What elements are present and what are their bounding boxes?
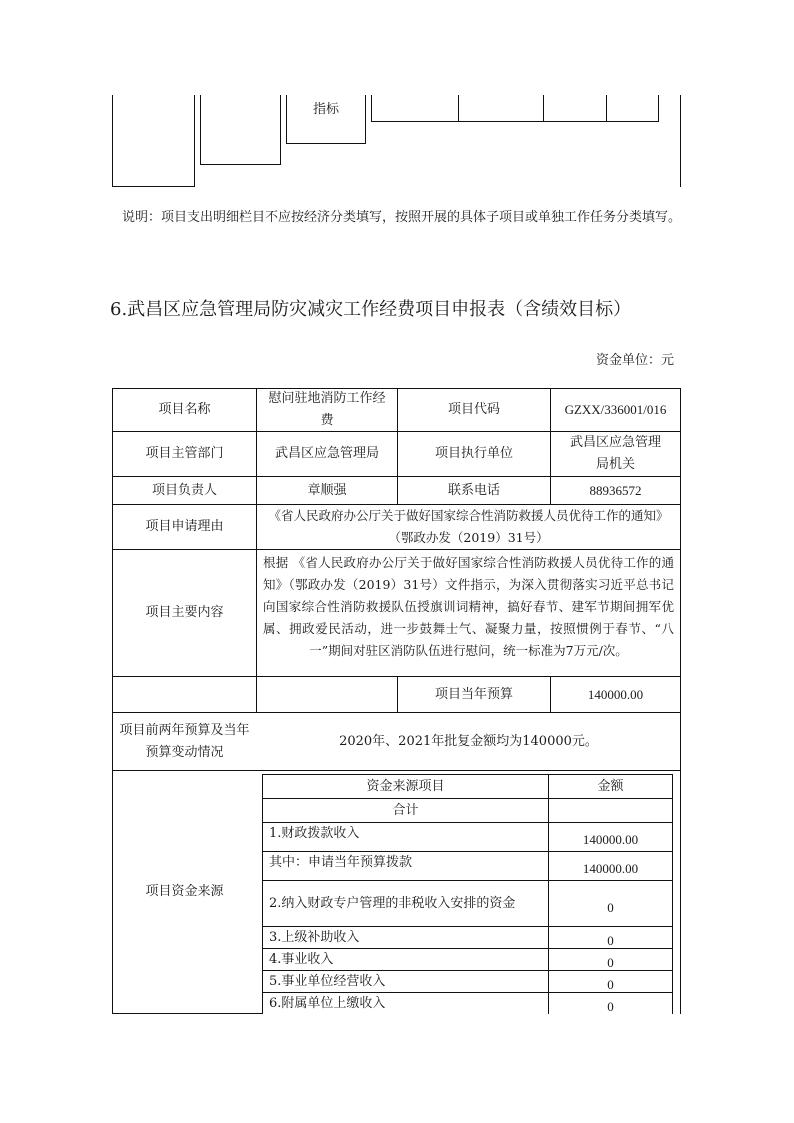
funding-label: 项目资金来源 <box>145 884 224 899</box>
funding-row-amount: 140000.00 <box>582 861 639 876</box>
dept-value: 武昌区应急管理局 <box>274 446 379 461</box>
funding-row-name: 6.附属单位上缴收入 <box>269 995 386 1011</box>
funding-row-total: 合计 <box>392 802 419 818</box>
phone-label: 联系电话 <box>447 482 500 498</box>
funding-row-name: 5.事业单位经营收入 <box>269 973 386 989</box>
funding-row-amount: 0 <box>607 976 614 992</box>
leader-label: 项目负责人 <box>151 482 217 498</box>
funding-row-amount: 0 <box>607 932 614 948</box>
budget-label: 项目当年预算 <box>434 686 513 702</box>
funding-row-name: 1.财政拨款收入 <box>269 826 360 841</box>
funding-row-amount: 140000.00 <box>582 832 639 847</box>
project-name-label: 项目名称 <box>158 402 211 417</box>
funding-row-name: 其中：申请当年预算拨款 <box>269 855 413 870</box>
funding-row-amount: 0 <box>607 954 614 970</box>
project-name-value: 慰问驻地消防工作经费 <box>268 391 386 428</box>
funding-col-amount: 金额 <box>597 778 624 794</box>
exec-unit-label: 项目执行单位 <box>434 446 513 461</box>
funding-row-amount: 0 <box>607 998 614 1014</box>
note-text: 说明：项目支出明细栏目不应按经济分类填写，按照开展的具体子项目或单独工作任务分类填写。 <box>122 210 682 225</box>
funding-row-amount <box>549 799 672 822</box>
funding-row-name: 3.上级补助收入 <box>269 929 360 945</box>
exec-unit-value: 武昌区应急管理局机关 <box>569 435 661 472</box>
project-code-value: GZXX/336001/016 <box>564 402 667 417</box>
dept-label: 项目主管部门 <box>145 446 224 461</box>
section-title: 6.武昌区应急管理局防灾减灾工作经费项目申报表（含绩效目标） <box>110 299 632 320</box>
funding-row-name: 2.纳入财政专户管理的非税收入安排的资金 <box>269 895 516 911</box>
unit-label: 资金单位：元 <box>595 353 674 368</box>
leader-value: 章顺强 <box>307 482 347 498</box>
change-value: 2020年、2021年批复金额均为140000元。 <box>339 733 598 749</box>
budget-value: 140000.00 <box>587 686 644 702</box>
project-code-label: 项目代码 <box>447 402 500 417</box>
reason-value: 《省人民政府办公厅关于做好国家综合性消防救援人员优待工作的通知》（鄂政办发（2019）31号） <box>268 508 669 545</box>
content-value: 根据 《省人民政府办公厅关于做好国家综合性消防救援人员优待工作的通知》（鄂政办发（2019）31号）文件指示，为深入贯彻落实习近平总书记向国家综合性消防救援队伍授旗训词精神，搞好春节、建军节期间拥军优属、拥政爱民活动，进一步鼓舞士气、凝聚力量，按照惯例于春节、“八一”期间对驻区消防队伍进行慰问，统一标准为7万元/次。 <box>263 555 674 658</box>
change-label: 项目前两年预算及当年预算变动情况 <box>119 722 250 760</box>
phone-value: 88936572 <box>589 482 642 498</box>
funding-row-amount: 0 <box>607 899 614 915</box>
funding-col-source: 资金来源项目 <box>366 778 445 794</box>
reason-label: 项目申请理由 <box>145 519 224 534</box>
funding-row-name: 4.事业收入 <box>269 951 334 967</box>
indicator-label: 指标 <box>312 102 339 117</box>
content-label: 项目主要内容 <box>145 605 224 620</box>
